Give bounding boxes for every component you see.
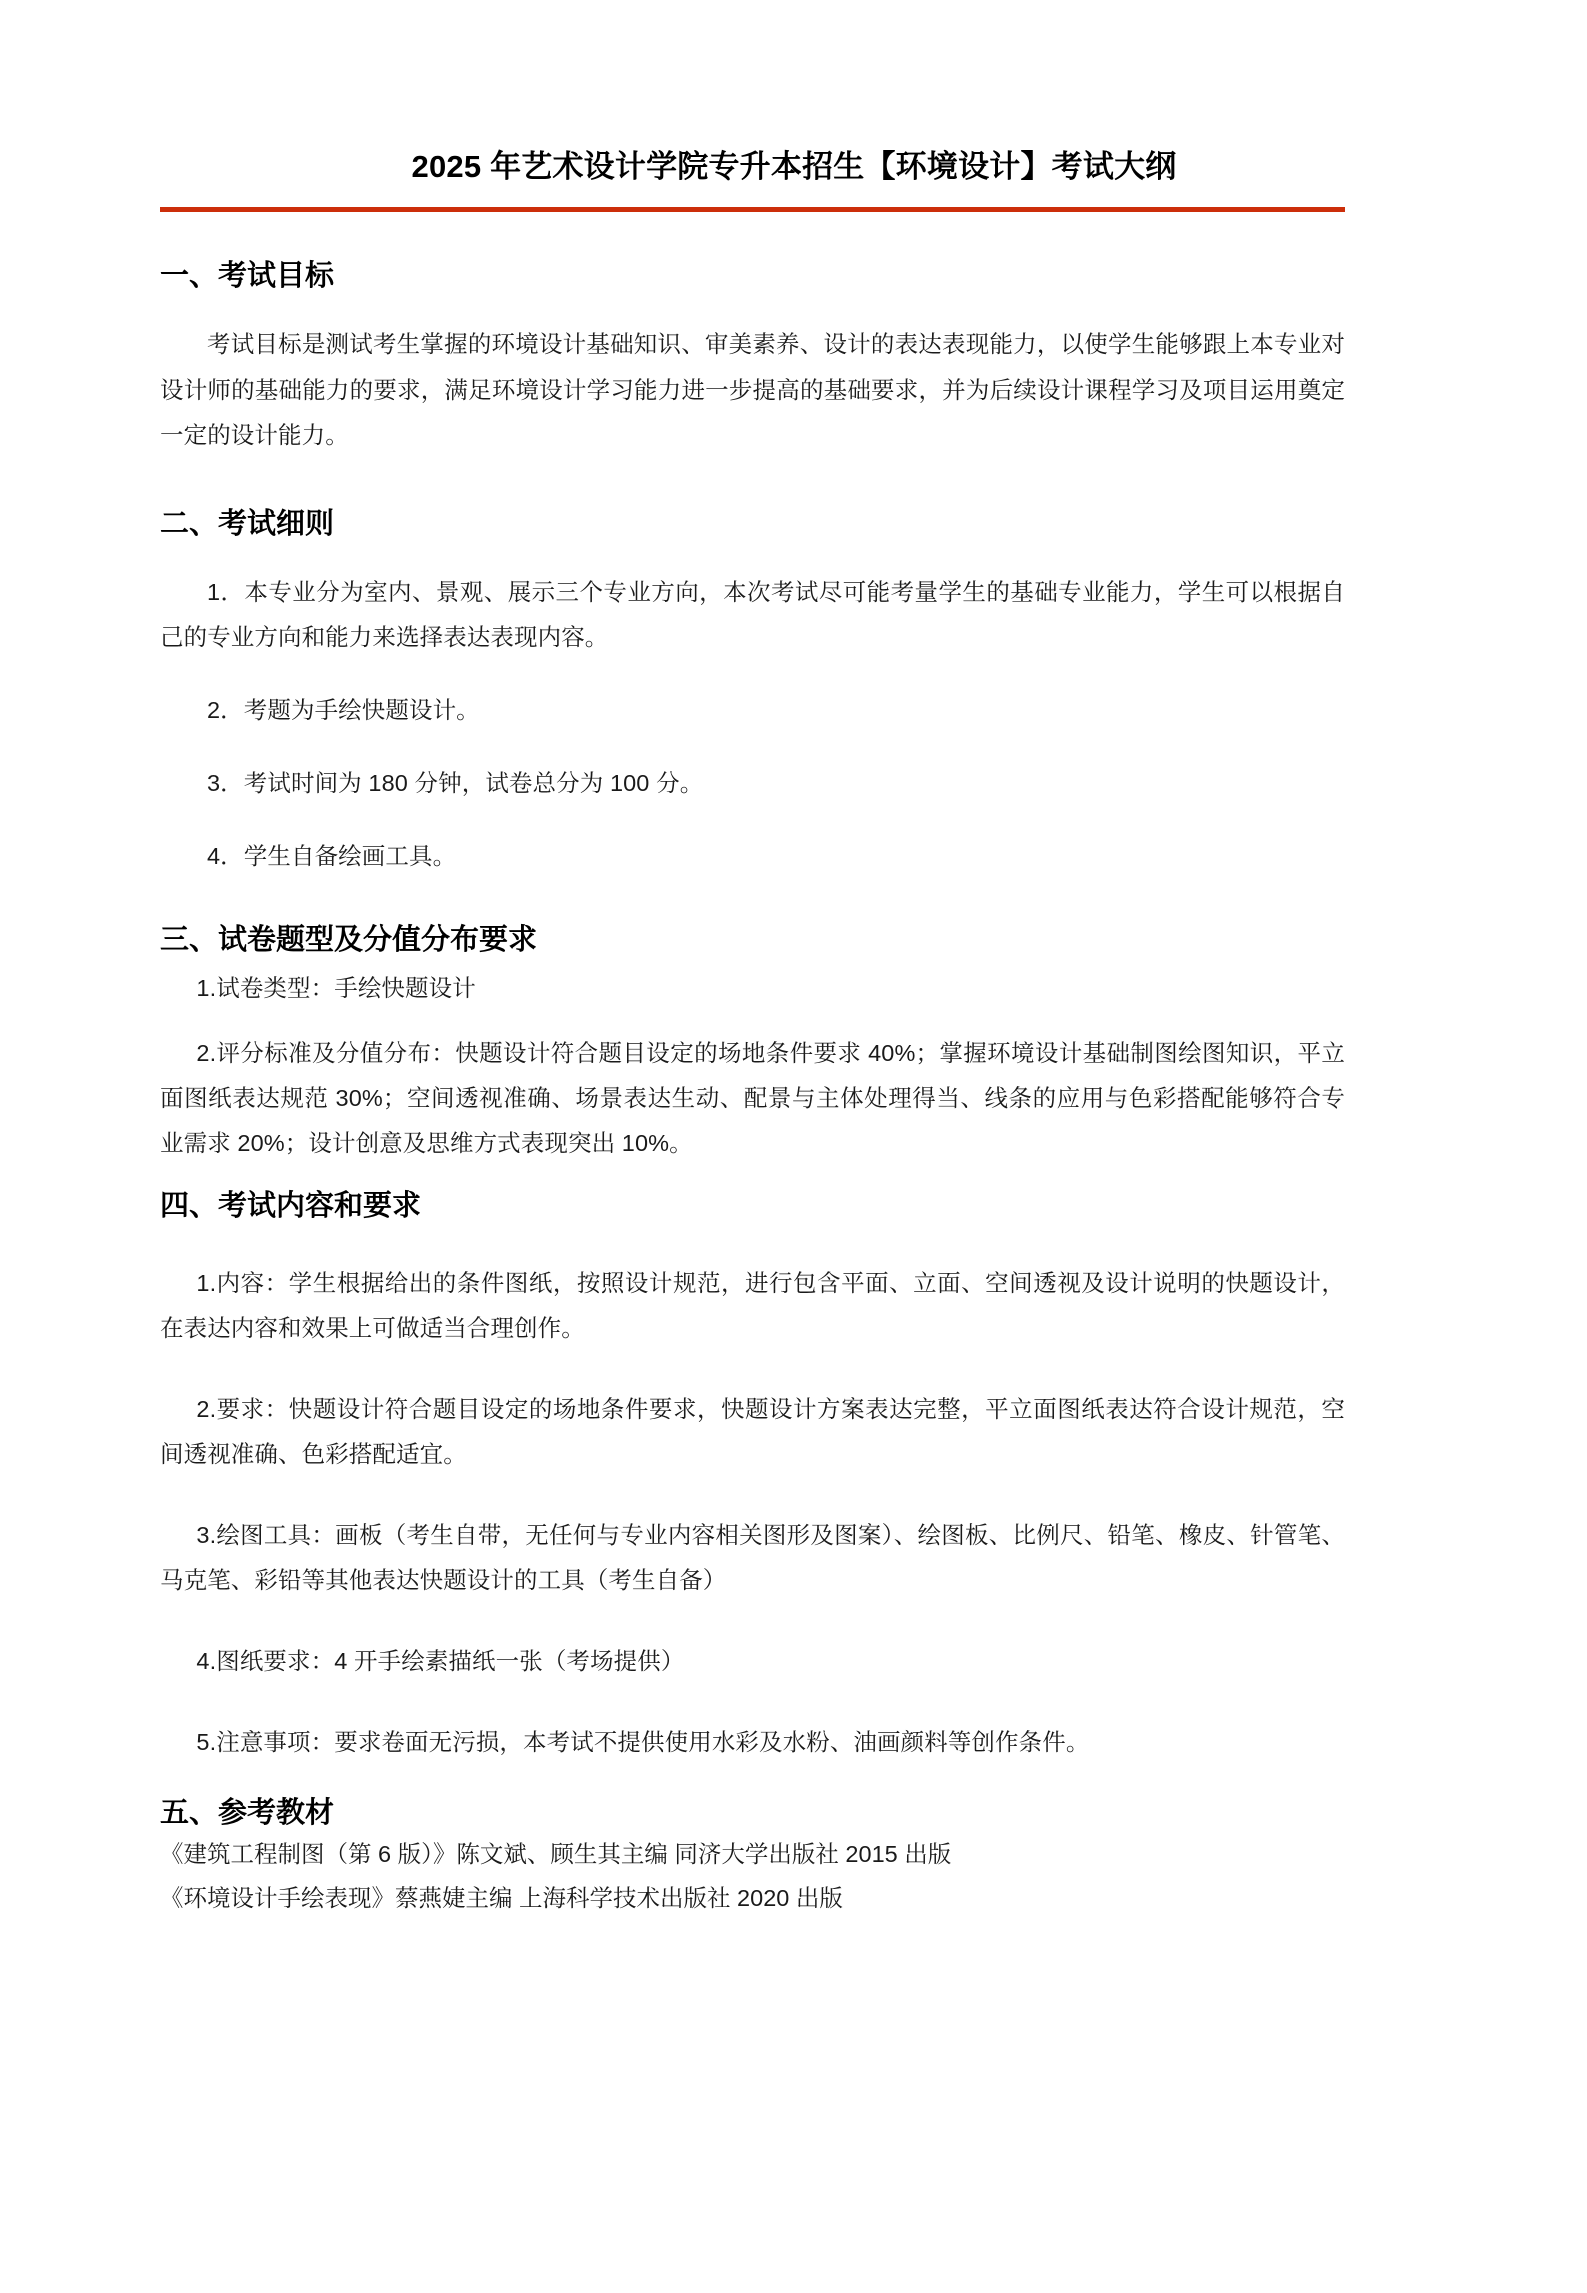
page-title: 2025 年艺术设计学院专升本招生【环境设计】考试大纲 [411, 149, 1177, 184]
paragraph-objective-body: 考试目标是测试考生掌握的环境设计基础知识、审美素养、设计的表达表现能力，以使学生能够跟上本专业对设计师的基础能力的要求，满足环境设计学习能力进一步提高的基础要求，并为后续设计课程学习及项目运用奠定一定的设计能力。 [160, 331, 1345, 448]
reference-item-2: 《环境设计手绘表现》蔡燕婕主编 上海科学技术出版社 2020 出版 [160, 1885, 843, 1912]
reference-item-1: 《建筑工程制图（第 6 版）》陈文斌、顾生其主编 同济大学出版社 2015 出版 [160, 1840, 952, 1867]
section-heading-exam-content: 四、考试内容和要求 [160, 1190, 422, 1223]
paragraph-rule-1: 1．本专业分为室内、景观、展示三个专业方向，本次考试尽可能考量学生的基础专业能力，学生可以根据自己的专业方向和能力来选择表达表现内容。 [160, 579, 1345, 651]
section-heading-reference-materials: 五、参考教材 [160, 1797, 335, 1830]
paragraph-content-5: 5.注意事项：要求卷面无污损，本考试不提供使用水彩及水粉、油画颜料等创作条件。 [196, 1729, 1090, 1756]
paragraph-content-2: 2.要求：快题设计符合题目设定的场地条件要求，快题设计方案表达完整，平立面图纸表达符合设计规范，空间透视准确、色彩搭配适宜。 [160, 1395, 1345, 1467]
section-heading-exam-rules: 二、考试细则 [160, 507, 335, 540]
paragraph-scoring-distribution: 2.评分标准及分值分布：快题设计符合题目设定的场地条件要求 40%；掌握环境设计基础制图绘图知识，平立面图纸表达规范 30%；空间透视准确、场景表达生动、配景与主体处理得当、线条的应用与色彩搭配能够符合专业需求 20%；设计创意及思维方式表现突出 10%。 [160, 1039, 1345, 1157]
paragraph-rule-2: 2．考题为手绘快题设计。 [207, 697, 480, 724]
paragraph-content-1: 1.内容：学生根据给出的条件图纸，按照设计规范，进行包含平面、立面、空间透视及设计说明的快题设计，在表达内容和效果上可做适当合理创作。 [160, 1269, 1345, 1341]
document-content [160, 0, 1345, 1921]
paragraph-paper-type: 1.试卷类型：手绘快题设计 [196, 974, 476, 1001]
title-divider [160, 207, 1345, 212]
paragraph-content-3: 3.绘图工具：画板（考生自带，无任何与专业内容相关图形及图案）、绘图板、比例尺、铅笔、橡皮、针管笔、马克笔、彩铅等其他表达快题设计的工具（考生自备） [160, 1521, 1345, 1594]
paragraph-content-4: 4.图纸要求：4 开手绘素描纸一张（考场提供） [196, 1648, 685, 1675]
section-heading-paper-structure: 三、试卷题型及分值分布要求 [160, 923, 538, 956]
paragraph-rule-3: 3．考试时间为 180 分钟，试卷总分为 100 分。 [207, 770, 704, 797]
paragraph-rule-4: 4．学生自备绘画工具。 [207, 843, 457, 870]
section-heading-exam-objective: 一、考试目标 [160, 260, 335, 293]
